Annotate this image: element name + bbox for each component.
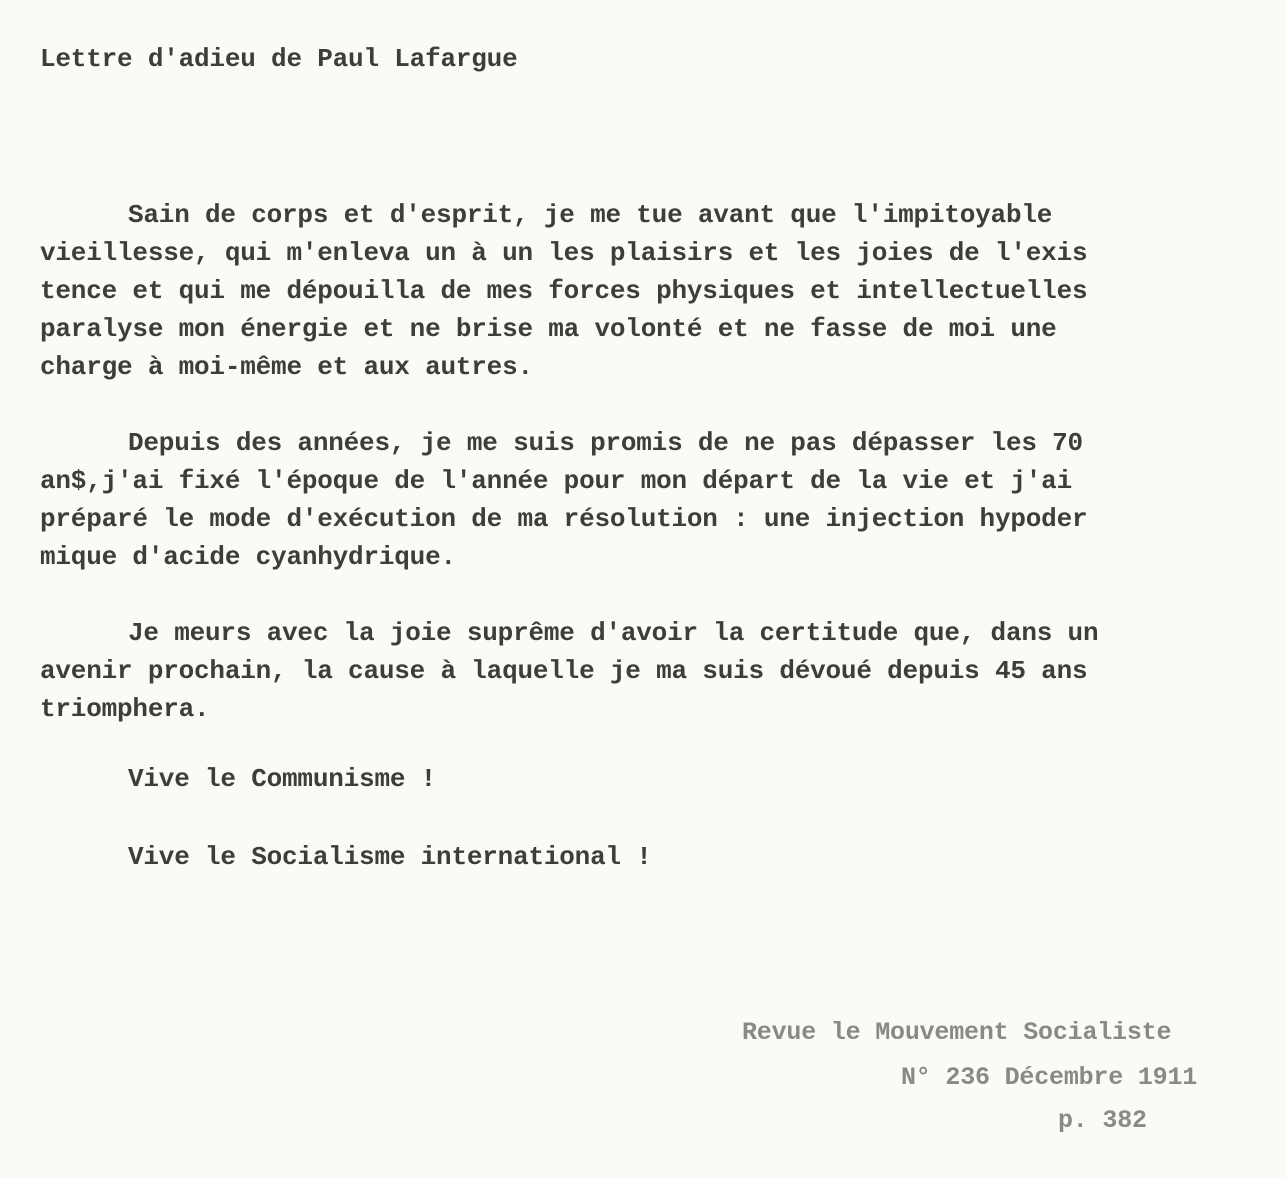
text-line: an$,j'ai fixé l'époque de l'année pour mon départ de la vie et j'ai [40,466,1072,496]
text-line: Sain de corps et d'esprit, je me tue avant que l'impitoyable [128,200,1053,230]
source-issue: N° 236 Décembre 1911 [901,1063,1198,1092]
text-line: paralyse mon énergie et ne brise ma volonté et ne fasse de moi une [40,314,1057,344]
text-line: Depuis des années, je me suis promis de ne pas dépasser les 70 [128,428,1083,458]
text-line: avenir prochain, la cause à laquelle je ma suis dévoué depuis 45 ans [40,656,1088,686]
text-line: triomphera. [40,694,210,724]
text-line: mique d'acide cyanhydrique. [40,542,456,572]
text-line: tence et qui me dépouilla de mes forces physiques et intellectuelles [40,276,1088,306]
slogan-communisme: Vive le Communisme ! [128,764,437,794]
slogan-socialisme: Vive le Socialisme international ! [128,842,652,872]
source-page: p. 382 [1058,1106,1147,1135]
text-line: préparé le mode d'exécution de ma résolution : une injection hypoder [40,504,1088,534]
text-line: Je meurs avec la joie suprême d'avoir la certitude que, dans un [128,618,1099,648]
source-publication: Revue le Mouvement Socialiste [742,1018,1172,1047]
letter-title: Lettre d'adieu de Paul Lafargue [40,44,518,74]
text-line: vieillesse, qui m'enleva un à un les plaisirs et les joies de l'exis [40,238,1088,268]
text-line: charge à moi-même et aux autres. [40,352,533,382]
